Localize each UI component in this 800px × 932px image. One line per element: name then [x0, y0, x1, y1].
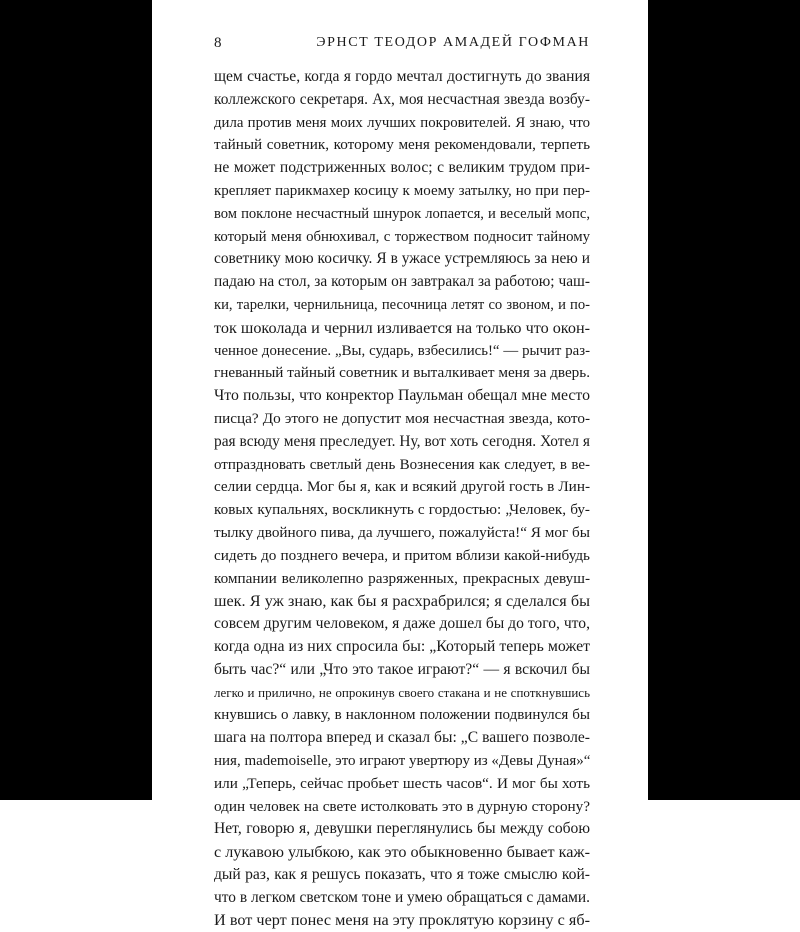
text-line: шага на полтора вперед и сказал бы: „С вашего позволе-: [214, 729, 590, 747]
text-line: селии сердца. Мог бы я, как и всякий другой гость в Лин-: [214, 478, 590, 496]
text-line: крепляет парикмахер косицу к моему затылку, но при пер-: [214, 182, 590, 199]
text-line: ченное донесение. „Вы, сударь, взбесились!“ — рычит раз-: [214, 342, 590, 359]
text-line: быть час?“ или „Что это такое играют?“ — я вскочил бы: [214, 660, 590, 678]
body-text: [214, 66, 590, 932]
text-line: падаю на стол, за которым он завтракал за работою; чаш-: [214, 273, 590, 291]
page-header: [214, 32, 590, 54]
text-line: И вот черт понес меня на эту проклятую корзину с яб-: [214, 911, 590, 930]
text-line: советнику мою косичку. Я в ужасе устремляюсь за нею и: [214, 250, 590, 268]
text-line: кнувшись о лавку, в наклонном положении подвинулся бы: [214, 707, 590, 724]
text-line: или „Теперь, сейчас пробьет шесть часов“. И мог бы хоть: [214, 774, 590, 792]
text-line: вом поклоне несчастный шнурок лопается, и веселый мопс,: [214, 205, 590, 222]
text-line: ковых купальнях, воскликнуть с гордостью: „Человек, бу-: [214, 501, 590, 519]
text-line: рая всюду меня преследует. Ну, вот хоть сегодня. Хотел я: [214, 432, 590, 450]
text-line: легко и прилично, не опрокинув своего стакана и не споткнувшись: [214, 684, 590, 700]
text-line: отпраздновать светлый день Вознесения как следует, в ве-: [214, 456, 590, 473]
left-black-margin: [0, 0, 152, 800]
text-line: совсем другим человеком, я даже дошел бы до того, что,: [214, 615, 590, 633]
right-black-margin: [648, 0, 800, 800]
text-line: щем счастье, когда я гордо мечтал достигнуть до звания: [214, 68, 590, 85]
page-number: 8: [214, 35, 222, 51]
text-line: шек. Я уж знаю, как бы я расхрабрился; я сделался бы: [214, 592, 590, 611]
text-line: дила против меня моих лучших покровителей. Я знаю, что: [214, 114, 590, 131]
text-line: когда одна из них спросила бы: „Который теперь может: [214, 637, 590, 655]
text-line: Нет, говорю я, девушки переглянулись бы между собою: [214, 820, 590, 838]
text-line: с лукавою улыбкою, как это обыкновенно бывает каж-: [214, 843, 590, 862]
text-line: который меня обнюхивал, с торжеством подносит тайному: [214, 228, 590, 245]
running-title: ЭРНСТ ТЕОДОР АМАДЕЙ ГОФМАН: [316, 35, 590, 50]
text-line: ния, mademoiselle, это играют увертюру из «Девы Дуная»“: [214, 752, 590, 769]
text-line: не может подстриженных волос; с великим трудом при-: [214, 159, 590, 177]
text-line: ток шоколада и чернил изливается на только что окон-: [214, 318, 590, 337]
text-line: писца? До этого не допустит моя несчастная звезда, кото-: [214, 409, 590, 427]
text-line: коллежского секретаря. Ах, моя несчастная звезда возбу-: [214, 90, 590, 108]
text-line: один человек на свете истолковать это в дурную сторону?: [214, 797, 590, 815]
text-line: тайный советник, которому меня рекомендовали, терпеть: [214, 136, 590, 154]
text-line: гневанный тайный советник и выталкивает меня за дверь.: [214, 364, 590, 382]
book-page: [152, 0, 648, 930]
text-line: тылку двойного пива, да лучшего, пожалуйста!“ Я мог бы: [214, 523, 590, 541]
text-line: ки, тарелки, чернильница, песочница летят со звоном, и по-: [214, 296, 590, 313]
text-line: дый раз, как я решусь показать, что я тоже смыслю кой-: [214, 865, 590, 883]
text-line: Что пользы, что конректор Паульман обещал мне место: [214, 387, 590, 405]
text-line: компании великолепно разряженных, прекрасных девуш-: [214, 569, 590, 587]
text-line: что в легком светском тоне и умею обращаться с дамами.: [214, 888, 590, 906]
text-line: сидеть до позднего вечера, и притом вблизи какой-нибудь: [214, 546, 590, 564]
